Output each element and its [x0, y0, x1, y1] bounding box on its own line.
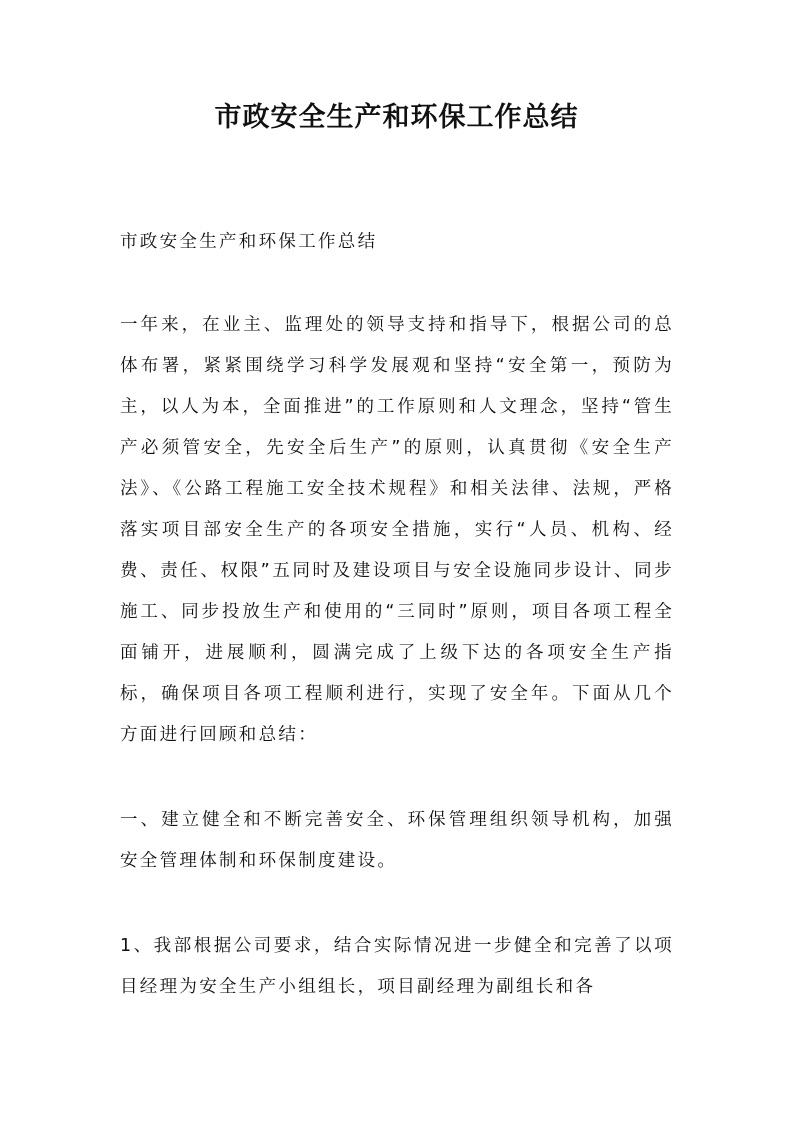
paragraph-section-heading: 一、建立健全和不断完善安全、环保管理组织领导机构，加强安全管理体制和环保制度建设。 [120, 810, 674, 871]
paragraph-intro: 一年来，在业主、监理处的领导支持和指导下，根据公司的总体布署，紧紧围绕学习科学发展观和坚持“安全第一，预防为主，以人为本，全面推进”的工作原则和人文理念，坚持“管生产必须管安全，先安全后生产”的原则，认真贯彻《安全生产法》、《公路工程施工安全技术规程》和相关法律、法规，严格落实项目部安全生产的各项安全措施，实行“人员、机构、经费、责任、权限”五同时及建设项目与安全设施同步设计、同步施工、同步投放生产和使用的“三同时”原则，项目各项工程全面铺开，进展顺利，圆满完成了上级下达的各项安全生产指标，确保项目各项工程顺利进行，实现了安全年。下面从几个方面进行回顾和总结： [120, 315, 674, 745]
document-title: 市政安全生产和环保工作总结 [214, 102, 579, 133]
document-subtitle: 市政安全生产和环保工作总结 [120, 232, 378, 252]
paragraph-item-1: 1、我部根据公司要求，结合实际情况进一步健全和完善了以项目经理为安全生产小组组长，项目副经理为副组长和各 [120, 936, 674, 997]
